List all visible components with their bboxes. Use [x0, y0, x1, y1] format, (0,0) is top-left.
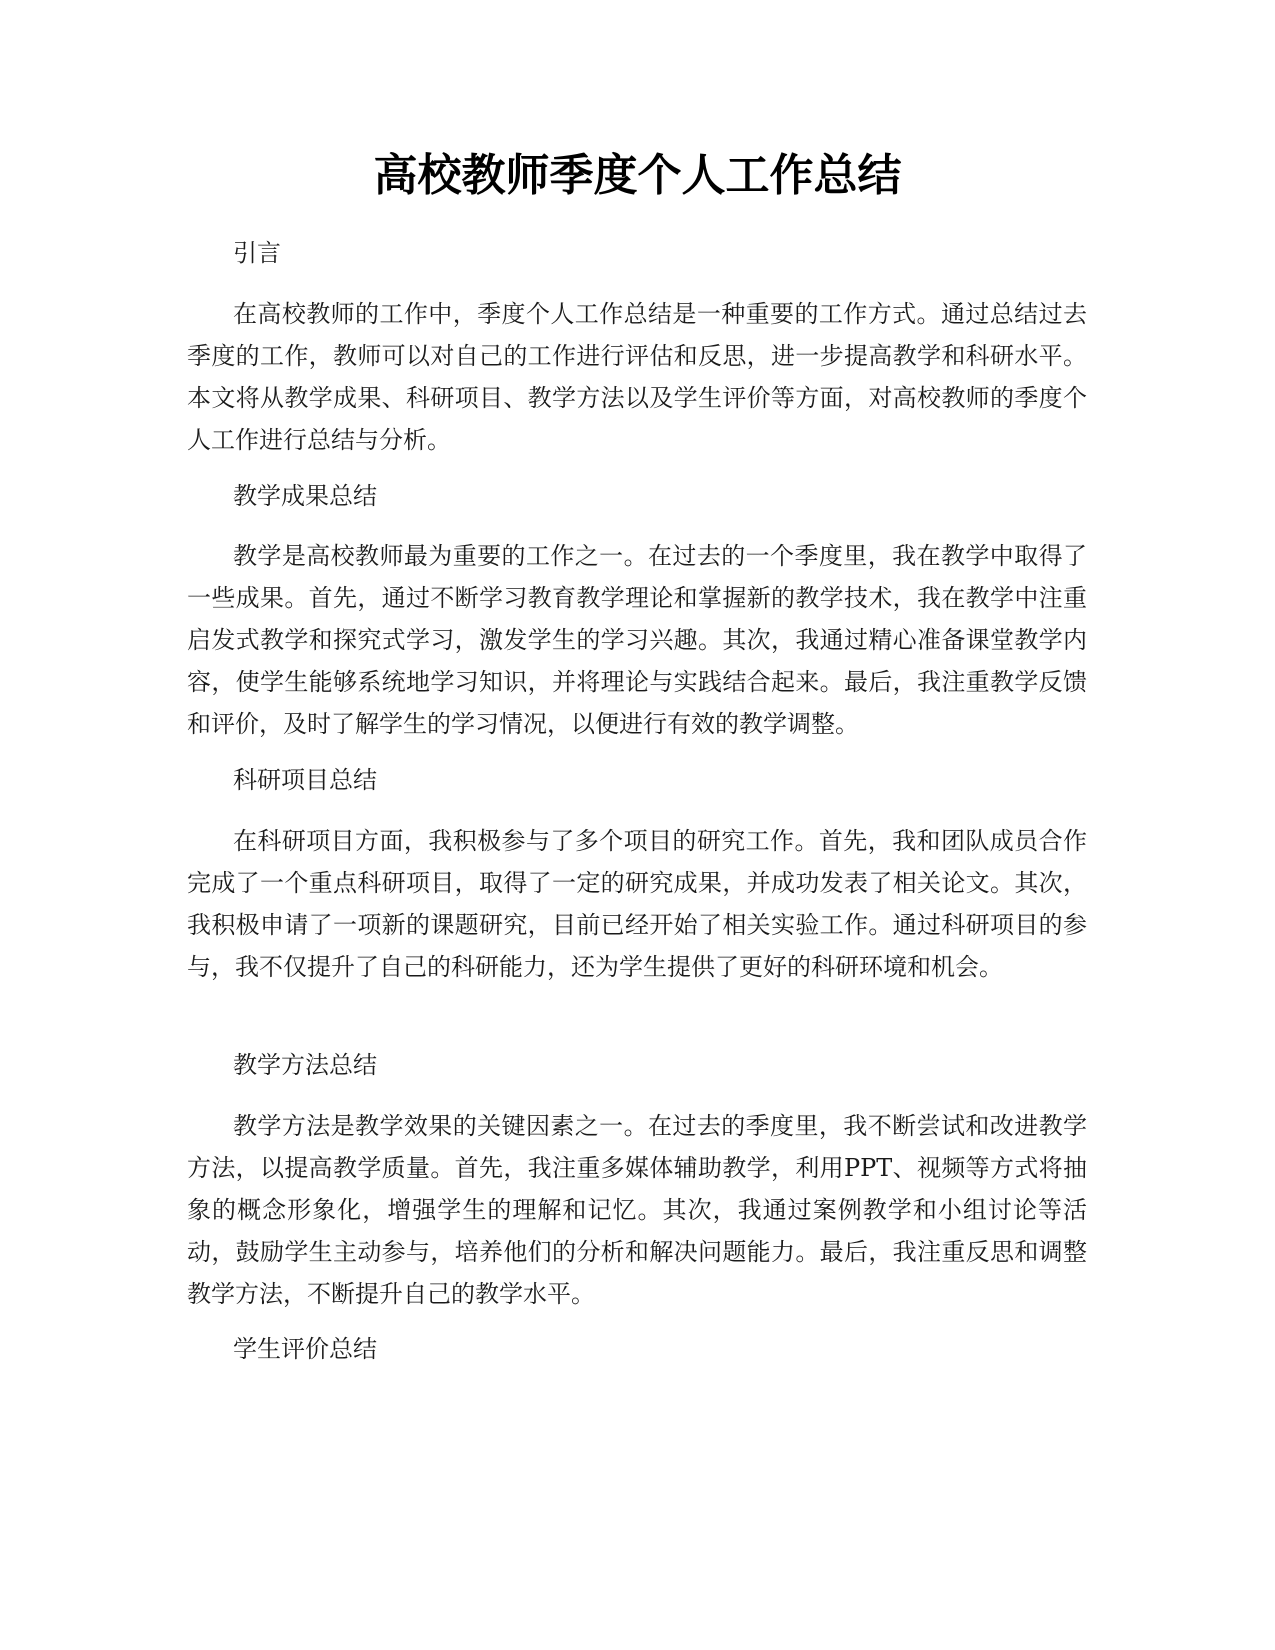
- section-heading-introduction: 引言: [233, 239, 281, 267]
- section-heading-research-projects: 科研项目总结: [233, 766, 377, 794]
- paragraph-teaching-methods: 教学方法是教学效果的关键因素之一。在过去的季度里，我不断尝试和改进教学方法，以提高教学质量。首先，我注重多媒体辅助教学，利用PPT、视频等方式将抽象的概念形象化，增强学生的理解和记忆。其次，我通过案例教学和小组讨论等活动，鼓励学生主动参与，培养他们的分析和解决问题能力。最后，我注重反思和调整教学方法，不断提升自己的教学水平。: [187, 1112, 1087, 1308]
- section-heading-teaching-methods: 教学方法总结: [233, 1051, 377, 1079]
- paragraph-research-projects: 在科研项目方面，我积极参与了多个项目的研究工作。首先，我和团队成员合作完成了一个重点科研项目，取得了一定的研究成果，并成功发表了相关论文。其次，我积极申请了一项新的课题研究，目前已经开始了相关实验工作。通过科研项目的参与，我不仅提升了自己的科研能力，还为学生提供了更好的科研环境和机会。: [187, 827, 1087, 981]
- document-title: 高校教师季度个人工作总结: [373, 150, 902, 201]
- paragraph-teaching-results: 教学是高校教师最为重要的工作之一。在过去的一个季度里，我在教学中取得了一些成果。首先，通过不断学习教育教学理论和掌握新的教学技术，我在教学中注重启发式教学和探究式学习，激发学生的学习兴趣。其次，我通过精心准备课堂教学内容，使学生能够系统地学习知识，并将理论与实践结合起来。最后，我注重教学反馈和评价，及时了解学生的学习情况，以便进行有效的教学调整。: [187, 542, 1087, 738]
- section-heading-teaching-results: 教学成果总结: [233, 482, 377, 510]
- paragraph-introduction: 在高校教师的工作中，季度个人工作总结是一种重要的工作方式。通过总结过去季度的工作，教师可以对自己的工作进行评估和反思，进一步提高教学和科研水平。本文将从教学成果、科研项目、教学方法以及学生评价等方面，对高校教师的季度个人工作进行总结与分析。: [187, 300, 1087, 454]
- section-heading-student-evaluation: 学生评价总结: [233, 1335, 377, 1363]
